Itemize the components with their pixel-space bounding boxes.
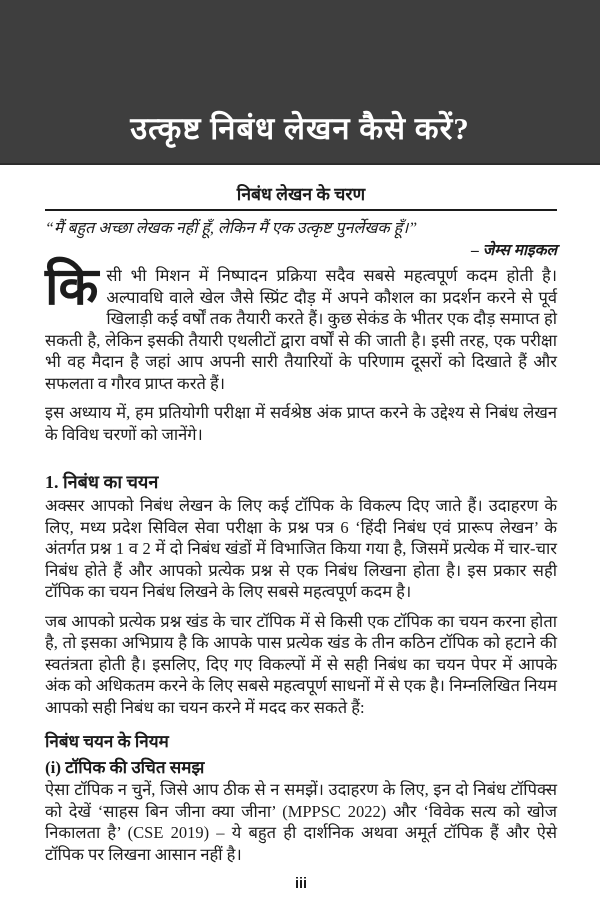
page-number: iii xyxy=(294,876,308,892)
rule1-paragraph: ऐसा टॉपिक न चुनें, जिसे आप ठीक से न समझें। उदाहरण के लिए, इन दो निबंध टॉपिक्स को देखें ‘साहस बिन जीना क्या जीना’ (MPPSC 2022) और ‘विवेक सत्य को खोज निकालता है’ (CSE 2019) – ये बहुत ही दार्शनिक अथवा अमूर्त टॉपिक हैं और ऐसे टॉपिक पर लिखना आसान नहीं है। xyxy=(45,780,557,864)
epigraph-quote: “मैं बहुत अच्छा लेखक नहीं हूँ, लेकिन मैं एक उत्कृष्ट पुनर्लेखक हूँ।” xyxy=(45,220,418,237)
chapter-overview-paragraph: इस अध्याय में, हम प्रतियोगी परीक्षा में सर्वश्रेष्ठ अंक प्राप्त करने के उद्देश्य से निबंध लेखन के विविध चरणों को जानेंगे। xyxy=(45,403,557,444)
rule1-subheading: (i) टॉपिक की उचित समझ xyxy=(45,758,205,777)
section1-paragraph-2: जब आपको प्रत्येक प्रश्न खंड के चार टॉपिक में से किसी एक टॉपिक का चयन करना होता है, तो इसका अभिप्राय है कि आपके पास प्रत्येक खंड के तीन कठिन टॉपिक को हटाने की स्वतंत्रता होती है। इसलिए, दिए गए विकल्पों में से सही निबंध का चयन पेपर में आपके अंक को अधिकतम करने के लिए सबसे महत्वपूर्ण साधनों में से एक है। निम्नलिखित नियम आपको सही निबंध का चयन करने में मदद कर सकते हैं: xyxy=(45,611,557,717)
rules-heading: निबंध चयन के नियम xyxy=(45,732,169,751)
intro-paragraph-text: सी भी मिशन में निष्पादन प्रक्रिया सदैव सबसे महत्वपूर्ण कदम होती है। अल्पावधि वाले खेल जैसे स्प्रिंट दौड़ में अपने कौशल का प्रदर्शन करने से पूर्व खिलाड़ी कई वर्षों तक तैयारी करते हैं। कुछ सेकंड के भीतर एक दौड़ समाप्त हो सकती है, लेकिन इसकी तैयारी एथलीटों द्वारा वर्षों से की जाती है। इसी तरह, एक परीक्षा भी वह मैदान है जहां आप अपनी सारी तैयारियों के परिणाम दूसरों को दिखाते हैं और सफलता व गौरव प्राप्त करते हैं। xyxy=(45,266,557,393)
drop-cap: कि xyxy=(45,259,99,316)
chapter-banner xyxy=(0,0,600,165)
page-content xyxy=(45,183,557,892)
chapter-title: उत्कृष्ट निबंध लेखन कैसे करें? xyxy=(130,111,470,147)
section1-heading: 1. निबंध का चयन xyxy=(45,472,159,492)
section-heading: निबंध लेखन के चरण xyxy=(236,184,366,204)
quote-attribution: – जेम्स माइकल xyxy=(471,242,557,259)
heading-rule xyxy=(45,209,557,211)
section1-paragraph-1: अक्सर आपको निबंध लेखन के लिए कई टॉपिक के विकल्प दिए जाते हैं। उदाहरण के लिए, मध्य प्रदेश सिविल सेवा परीक्षा के प्रश्न पत्र 6 ‘हिंदी निबंध एवं प्रारूप लेखन’ के अंतर्गत प्रश्न 1 व 2 में दो निबंध खंडों में विभाजित किया गया है, जिसमें प्रत्येक में चार-चार निबंध होते हैं और आपको प्रत्येक प्रश्न से एक निबंध लिखना होता है। इस प्रकार सही टॉपिक का चयन निबंध लिखने के लिए सबसे महत्वपूर्ण कदम है। xyxy=(45,496,557,601)
intro-paragraph xyxy=(45,259,557,394)
